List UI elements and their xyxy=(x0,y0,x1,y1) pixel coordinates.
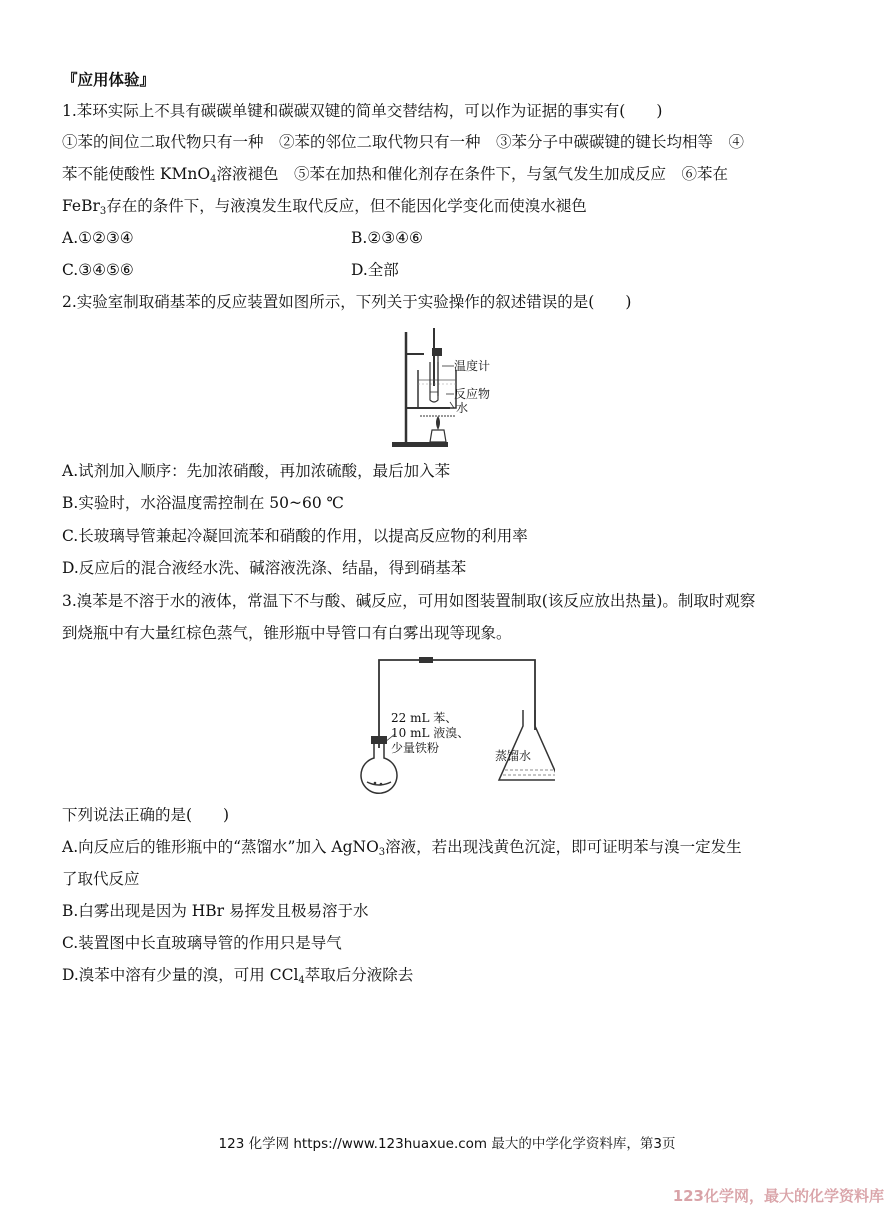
q1-option-c: C.③④⑤⑥ xyxy=(62,261,134,279)
section-title: 『应用体验』 xyxy=(62,70,156,89)
q1-option-d: D.全部 xyxy=(351,261,399,279)
q3-stem-line2: 到烧瓶中有大量红棕色蒸气，锥形瓶中导管口有白雾出现等现象。 xyxy=(62,624,512,642)
q3-stem-line1: 3.溴苯是不溶于水的液体，常温下不与酸、碱反应，可用如图装置制取(该反应放出热量)。制取时观察 xyxy=(62,592,756,610)
q3-option-a-line1: A.向反应后的锥形瓶中的“蒸馏水”加入 AgNO$_3$溶液，若出现浅黄色沉淀，即可证明苯与溴一定发生 xyxy=(62,838,742,858)
flask-stopper xyxy=(371,736,387,744)
q1-line1: ①苯的间位二取代物只有一种 ②苯的邻位二取代物只有一种 ③苯分子中碳碳键的键长均相等 ④ xyxy=(62,133,745,151)
q1-line2: 苯不能使酸性 KMnO$_4$溶液褪色 ⑤苯在加热和催化剂存在条件下，与氢气发生加成反应 ⑥苯在 xyxy=(62,165,728,185)
q2-option-b: B.实验时，水浴温度需控制在 50~60 ℃ xyxy=(62,494,344,512)
tube-connector xyxy=(419,657,433,663)
bromobenzene-apparatus-figure xyxy=(355,650,555,796)
label-reactant: 反应物 xyxy=(454,387,491,401)
conical-flask xyxy=(499,710,555,780)
q2-stem: 2.实验室制取硝基苯的反应装置如图所示，下列关于实验操作的叙述错误的是( ) xyxy=(62,293,632,311)
label-water: 水 xyxy=(456,401,469,415)
label-benzene: 22 mL 苯、 xyxy=(391,711,458,725)
stand-base xyxy=(392,442,448,447)
label-thermometer: 温度计 xyxy=(454,359,491,373)
q3-option-c: C.装置图中长直玻璃导管的作用只是导气 xyxy=(62,934,342,952)
label-iron-powder: 少量铁粉 xyxy=(391,741,440,755)
q1-stem: 1.苯环实际上不具有碳碳单键和碳碳双键的简单交替结构，可以作为证据的事实有( ) xyxy=(62,102,663,120)
q2-option-c: C.长玻璃导管兼起冷凝回流苯和硝酸的作用，以提高反应物的利用率 xyxy=(62,527,528,545)
label-bromine: 10 mL 液溴、 xyxy=(391,726,470,740)
q2-option-d: D.反应后的混合液经水洗、碱溶液洗涤、结晶，得到硝基苯 xyxy=(62,559,467,577)
flame xyxy=(436,416,440,430)
q3-ask: 下列说法正确的是( ) xyxy=(62,806,230,824)
q3-option-d: D.溴苯中溶有少量的溴，可用 CCl$_4$萃取后分液除去 xyxy=(62,966,414,986)
nitrobenzene-apparatus-figure xyxy=(390,326,510,452)
q3-option-b: B.白雾出现是因为 HBr 易挥发且极易溶于水 xyxy=(62,902,369,920)
thermometer-stopper xyxy=(432,348,442,356)
q3-option-a-line2: 了取代反应 xyxy=(62,870,140,888)
q1-options-row1 xyxy=(62,228,134,248)
page-footer: 123 化学网 https://www.123huaxue.com 最大的中学化学资料库，第3页 xyxy=(218,1136,676,1152)
q1-line3: FeBr$_3$存在的条件下，与液溴发生取代反应，但不能因化学变化而使溴水褪色 xyxy=(62,197,587,217)
q1-option-b: B.②③④⑥ xyxy=(351,229,423,247)
watermark: 123化学网，最大的化学资料库 xyxy=(672,1187,884,1205)
q2-option-a: A.试剂加入顺序：先加浓硝酸，再加浓硫酸，最后加入苯 xyxy=(62,462,451,480)
alcohol-lamp xyxy=(430,430,446,442)
label-distilled-water: 蒸馏水 xyxy=(495,749,532,763)
q1-option-a: A.①②③④ xyxy=(62,229,134,247)
